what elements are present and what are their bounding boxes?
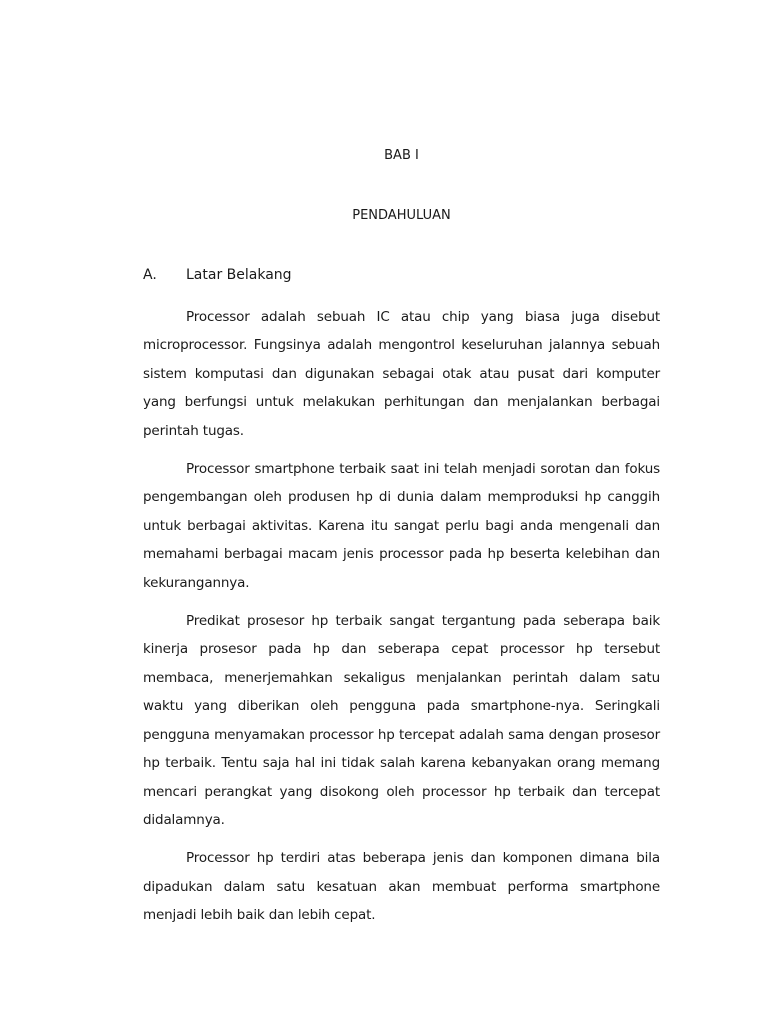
section-letter: A. bbox=[143, 267, 157, 283]
paragraph: Predikat prosesor hp terbaik sangat tergantung pada seberapa baik kinerja prosesor pada hp dan seberapa cepat processor hp tersebut membaca, menerjemahkan sekaligus menjalankan perintah dalam satu waktu yang diberikan oleh pengguna pada smartphone-nya. Seringkali pengguna menyamakan processor hp tercepat adalah sama dengan prosesor hp terbaik. Tentu saja hal ini tidak salah karena kebanyakan orang memang mencari perangkat yang disokong oleh processor hp terbaik dan tercepat didalamnya. bbox=[143, 613, 660, 828]
paragraph: Processor adalah sebuah IC atau chip yang biasa juga disebut microprocessor. Fungsinya adalah mengontrol keseluruhan jalannya sebuah sistem komputasi dan digunakan sebagai otak atau pusat dari komputer yang berfungsi untuk melakukan perhitungan dan menjalankan berbagai perintah tugas. bbox=[143, 309, 660, 439]
chapter-title: PENDAHULUAN bbox=[352, 208, 451, 223]
paragraph: Processor smartphone terbaik saat ini telah menjadi sorotan dan fokus pengembangan oleh produsen hp di dunia dalam memproduksi hp canggih untuk berbagai aktivitas. Karena itu sangat perlu bagi anda mengenali dan memahami berbagai macam jenis processor pada hp beserta kelebihan dan kekurangannya. bbox=[143, 461, 660, 591]
section-title: Latar Belakang bbox=[186, 267, 292, 283]
paragraph: Processor hp terdiri atas beberapa jenis dan komponen dimana bila dipadukan dalam satu kesatuan akan membuat performa smartphone menjadi lebih baik dan lebih cepat. bbox=[143, 850, 660, 924]
section-heading bbox=[143, 266, 292, 284]
body-text bbox=[143, 303, 660, 940]
chapter-number: BAB I bbox=[384, 148, 419, 163]
